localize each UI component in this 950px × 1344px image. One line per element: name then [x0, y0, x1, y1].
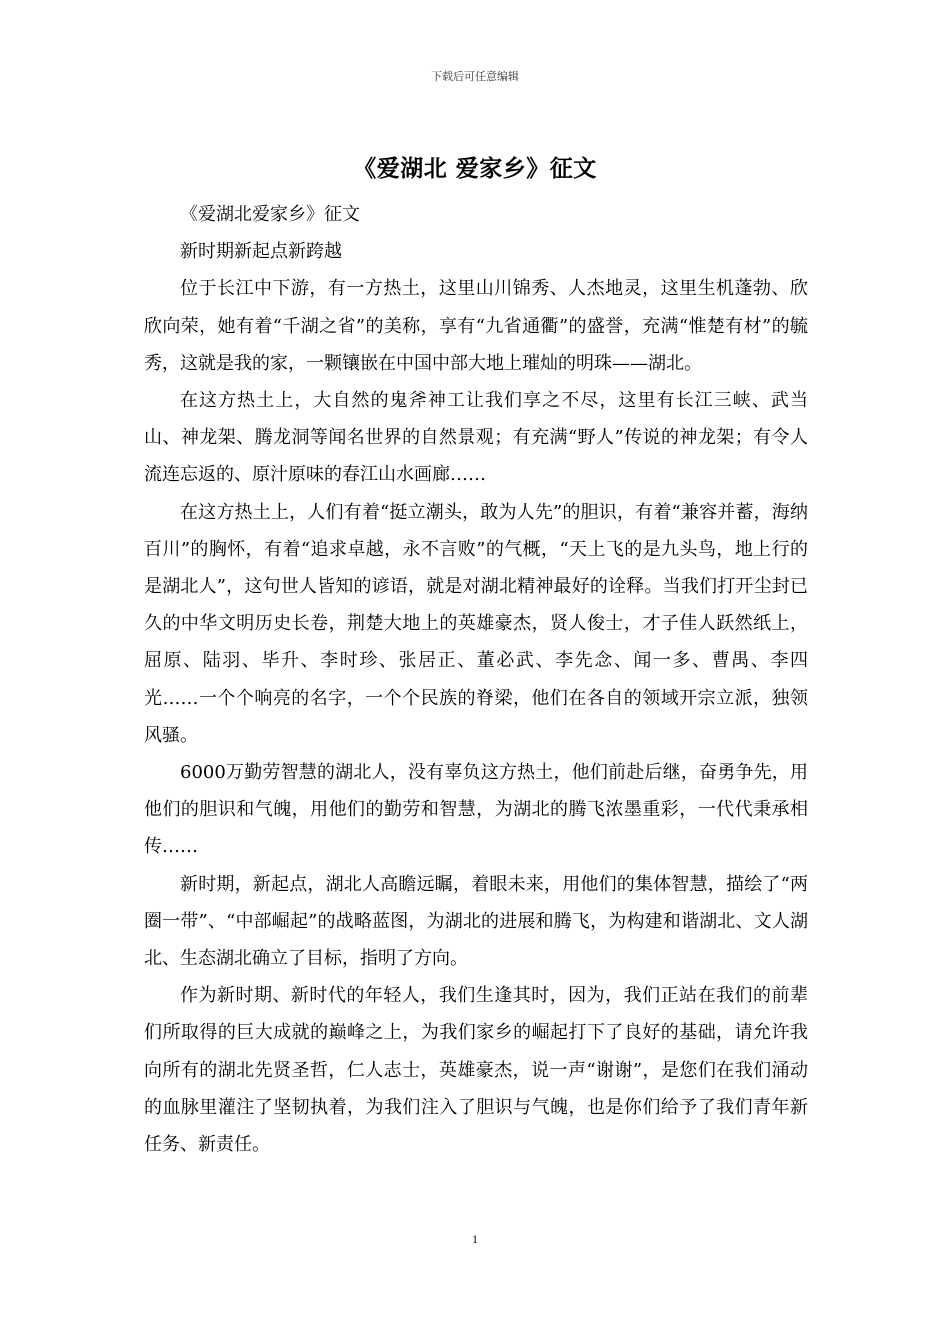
paragraph: 在这方热土上，大自然的鬼斧神工让我们享之不尽，这里有长江三峡、武当山、神龙架、腾龙洞等闻名世界的自然景观；有充满“野人”传说的神龙架；有令人流连忘返的、原汁原味的春江山水画廊……	[144, 390, 808, 486]
paragraph: 新时期，新起点，湖北人高瞻远瞩，着眼未来，用他们的集体智慧，描绘了“两圈一带”、“中部崛起”的战略蓝图，为湖北的进展和腾飞，为构建和谐湖北、文人湖北、生态湖北确立了目标，指明了方向。	[144, 873, 808, 970]
paragraph: 6000万勤劳智慧的湖北人，没有辜负这方热土，他们前赴后继，奋勇争先，用他们的胆识和气魄，用他们的勤劳和智慧，为湖北的腾飞浓墨重彩，一代代秉承相传……	[144, 762, 808, 858]
document-body	[144, 196, 808, 1163]
paragraph: 位于长江中下游，有一方热土，这里山川锦秀、人杰地灵，这里生机蓬勃、欣欣向荣，她有着“千湖之省”的美称，享有“九省通衢”的盛誉，充满“惟楚有材”的毓秀，这就是我的家，一颗镶嵌在中国中部大地上璀灿的明珠——湖北。	[144, 278, 808, 374]
document-title: 《爱湖北 爱家乡》征文	[353, 155, 597, 182]
paragraph-subtitle: 《爱湖北爱家乡》征文	[180, 204, 360, 225]
page-number: 1	[472, 1232, 478, 1246]
header-note: 下载后可任意编辑	[431, 70, 519, 83]
paragraph: 作为新时期、新时代的年轻人，我们生逢其时，因为，我们正站在我们的前辈们所取得的巨大成就的巅峰之上，为我们家乡的崛起打下了良好的基础，请允许我向所有的湖北先贤圣哲，仁人志士，英雄豪杰，说一声“谢谢”，是您们在我们涌动的血脉里灌注了坚韧执着，为我们注入了胆识与气魄，也是你们给予了我们青年新任务、新责任。	[144, 985, 808, 1156]
paragraph-theme: 新时期新起点新跨越	[180, 241, 342, 263]
paragraph: 在这方热土上，人们有着“挺立潮头，敢为人先”的胆识，有着“兼容并蓄，海纳百川”的胸怀，有着“追求卓越，永不言败”的气概，“天上飞的是九头鸟，地上行的是湖北人”，这句世人皆知的谚语，就是对湖北精神最好的诠释。当我们打开尘封已久的中华文明历史长卷，荆楚大地上的英雄豪杰，贤人俊士，才子佳人跃然纸上，屈原、陆羽、毕升、李时珍、张居正、董必武、李先念、闻一多、曹禺、李四光……一个个响亮的名字，一个个民族的脊梁，他们在各自的领域开宗立派，独领风骚。	[144, 501, 808, 746]
